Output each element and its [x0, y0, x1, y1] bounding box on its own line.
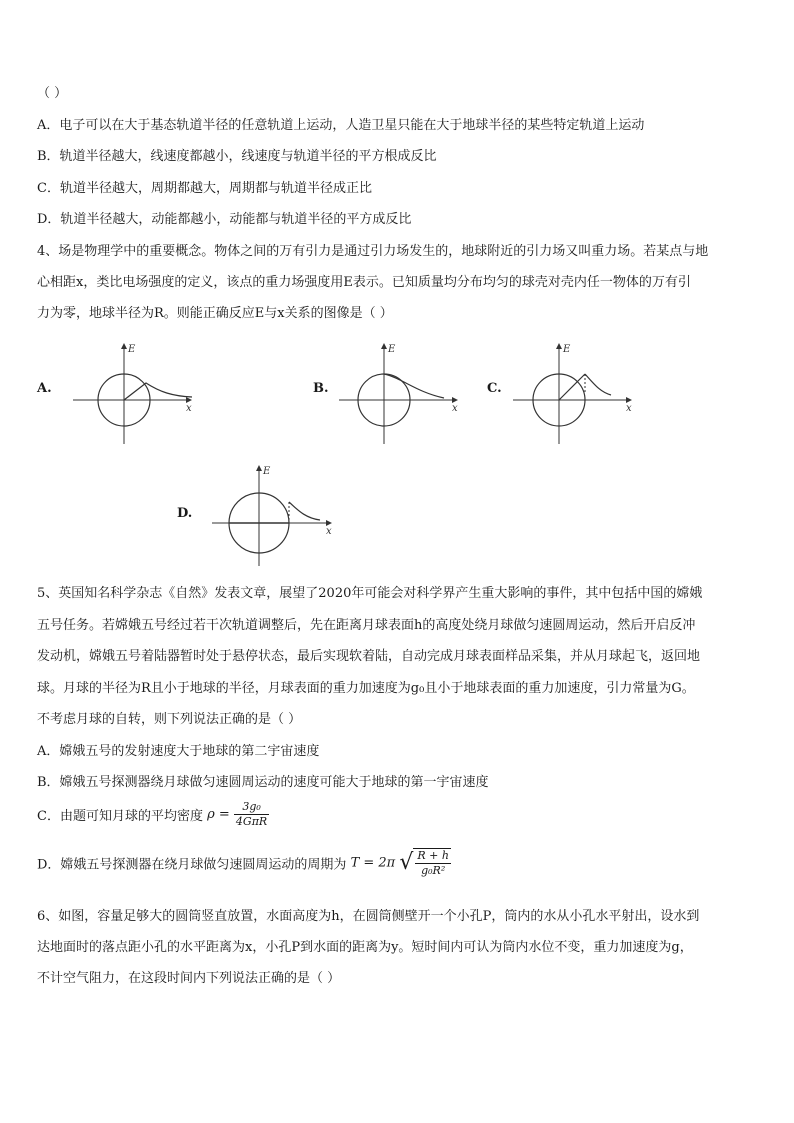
- q5-option-d-fraction: [415, 849, 451, 878]
- q5-option-c-lhs: ρ =: [207, 807, 230, 822]
- q6-stem-line2: 达地面时的落点距小孔的水平距离为x，小孔P到水面的距离为y。短时间内可认为筒内水位不变，重力加速度为g，: [37, 940, 693, 955]
- q4-graph-b-e-axis-label: E: [388, 344, 396, 355]
- q4-graph-b-label: B.: [313, 381, 329, 396]
- q4-graph-b: [334, 340, 464, 445]
- q5-option-d-numerator: R + h: [417, 849, 449, 862]
- q5-option-c: [37, 800, 269, 829]
- q5-option-d-text: D．嫦娥五号探测器在绕月球做匀速圆周运动的周期为: [37, 857, 347, 873]
- q5-option-c-text: C．由题可知月球的平均密度: [37, 809, 203, 824]
- q4-graph-c-x-axis-label: x: [626, 403, 632, 414]
- q4-graph-a-e-axis-label: E: [128, 344, 136, 355]
- q5-option-b: B．嫦娥五号探测器绕月球做匀速圆周运动的速度可能大于地球的第一宇宙速度: [37, 775, 489, 790]
- q5-stem-line3: 发动机，嫦娥五号着陆器暂时处于悬停状态，最后实现软着陆，自动完成月球表面样品采集，并从月球起飞，返回地: [37, 649, 701, 664]
- q5-option-c-numerator: 3g₀: [234, 800, 269, 815]
- q4-graph-c: [508, 340, 638, 445]
- q4-stem-line1: 4、场是物理学中的重要概念。物体之间的万有引力是通过引力场发生的，地球附近的引力场又叫重力场。若某点与地: [37, 244, 709, 259]
- q5-option-d: [37, 848, 451, 878]
- q4-graph-d-e-axis-label: E: [263, 466, 271, 477]
- q4-graph-a-label: A.: [37, 381, 52, 396]
- q5-option-d-lhs: T = 2π: [350, 855, 396, 871]
- q3-option-a: A．电子可以在大于基态轨道半径的任意轨道上运动，人造卫星只能在大于地球半径的某些特定轨道上运动: [37, 118, 645, 133]
- q5-option-a: A．嫦娥五号的发射速度大于地球的第二宇宙速度: [37, 744, 320, 759]
- q3-option-b: B．轨道半径越大，线速度都越小，线速度与轨道半径的平方根成反比: [37, 149, 437, 164]
- q4-graph-a-x-axis-label: x: [186, 403, 192, 414]
- q5-stem-line1: 5、英国知名科学杂志《自然》发表文章，展望了2020年可能会对科学界产生重大影响的事件，其中包括中国的嫦娥: [37, 586, 703, 601]
- q5-option-c-fraction: [234, 800, 269, 829]
- q4-graph-d: [208, 462, 338, 567]
- q6-stem-line1: 6、如图，容量足够大的圆筒竖直放置，水面高度为h，在圆筒侧壁开一个小孔P，筒内的水从小孔水平射出，设水到: [37, 909, 700, 924]
- sqrt-radical-icon: √: [399, 850, 414, 875]
- q3-option-d: D．轨道半径越大，动能都越小，动能都与轨道半径的平方成反比: [37, 212, 412, 227]
- q5-stem-line5: 不考虑月球的自转，则下列说法正确的是（ ）: [37, 712, 302, 727]
- q4-graph-c-label: C.: [487, 381, 502, 396]
- q4-stem-line3: 力为零，地球半径为R。则能正确反应E与x关系的图像是（ ）: [37, 306, 393, 321]
- q5-option-c-denominator: 4GπR: [235, 815, 268, 828]
- q5-option-d-denominator: g₀R²: [421, 864, 446, 877]
- q4-graph-b-x-axis-label: x: [452, 403, 458, 414]
- q5-option-d-radicand: [413, 848, 451, 878]
- q4-graph-c-e-axis-label: E: [563, 344, 571, 355]
- q4-graph-d-x-axis-label: x: [326, 526, 332, 537]
- q3-option-c: C．轨道半径越大，周期都越大，周期都与轨道半径成正比: [37, 181, 372, 196]
- q4-graph-d-label: D.: [177, 506, 193, 521]
- q4-stem-line2: 心相距x，类比电场强度的定义，该点的重力场强度用E表示。已知质量均分布均匀的球壳对壳内任一物体的万有引: [37, 275, 691, 290]
- q5-stem-line2: 五号任务。若嫦娥五号经过若干次轨道调整后，先在距离月球表面h的高度处绕月球做匀速圆周运动，然后开启反冲: [37, 618, 696, 633]
- q5-stem-line4: 球。月球的半径为R且小于地球的半径，月球表面的重力加速度为g₀且小于地球表面的重力加速度，引力常量为G。: [37, 681, 695, 696]
- q6-stem-line3: 不计空气阻力，在这段时间内下列说法正确的是（ ）: [37, 971, 341, 986]
- q3-answer-paren: （ ）: [37, 86, 68, 101]
- q4-graph-a: [68, 340, 198, 445]
